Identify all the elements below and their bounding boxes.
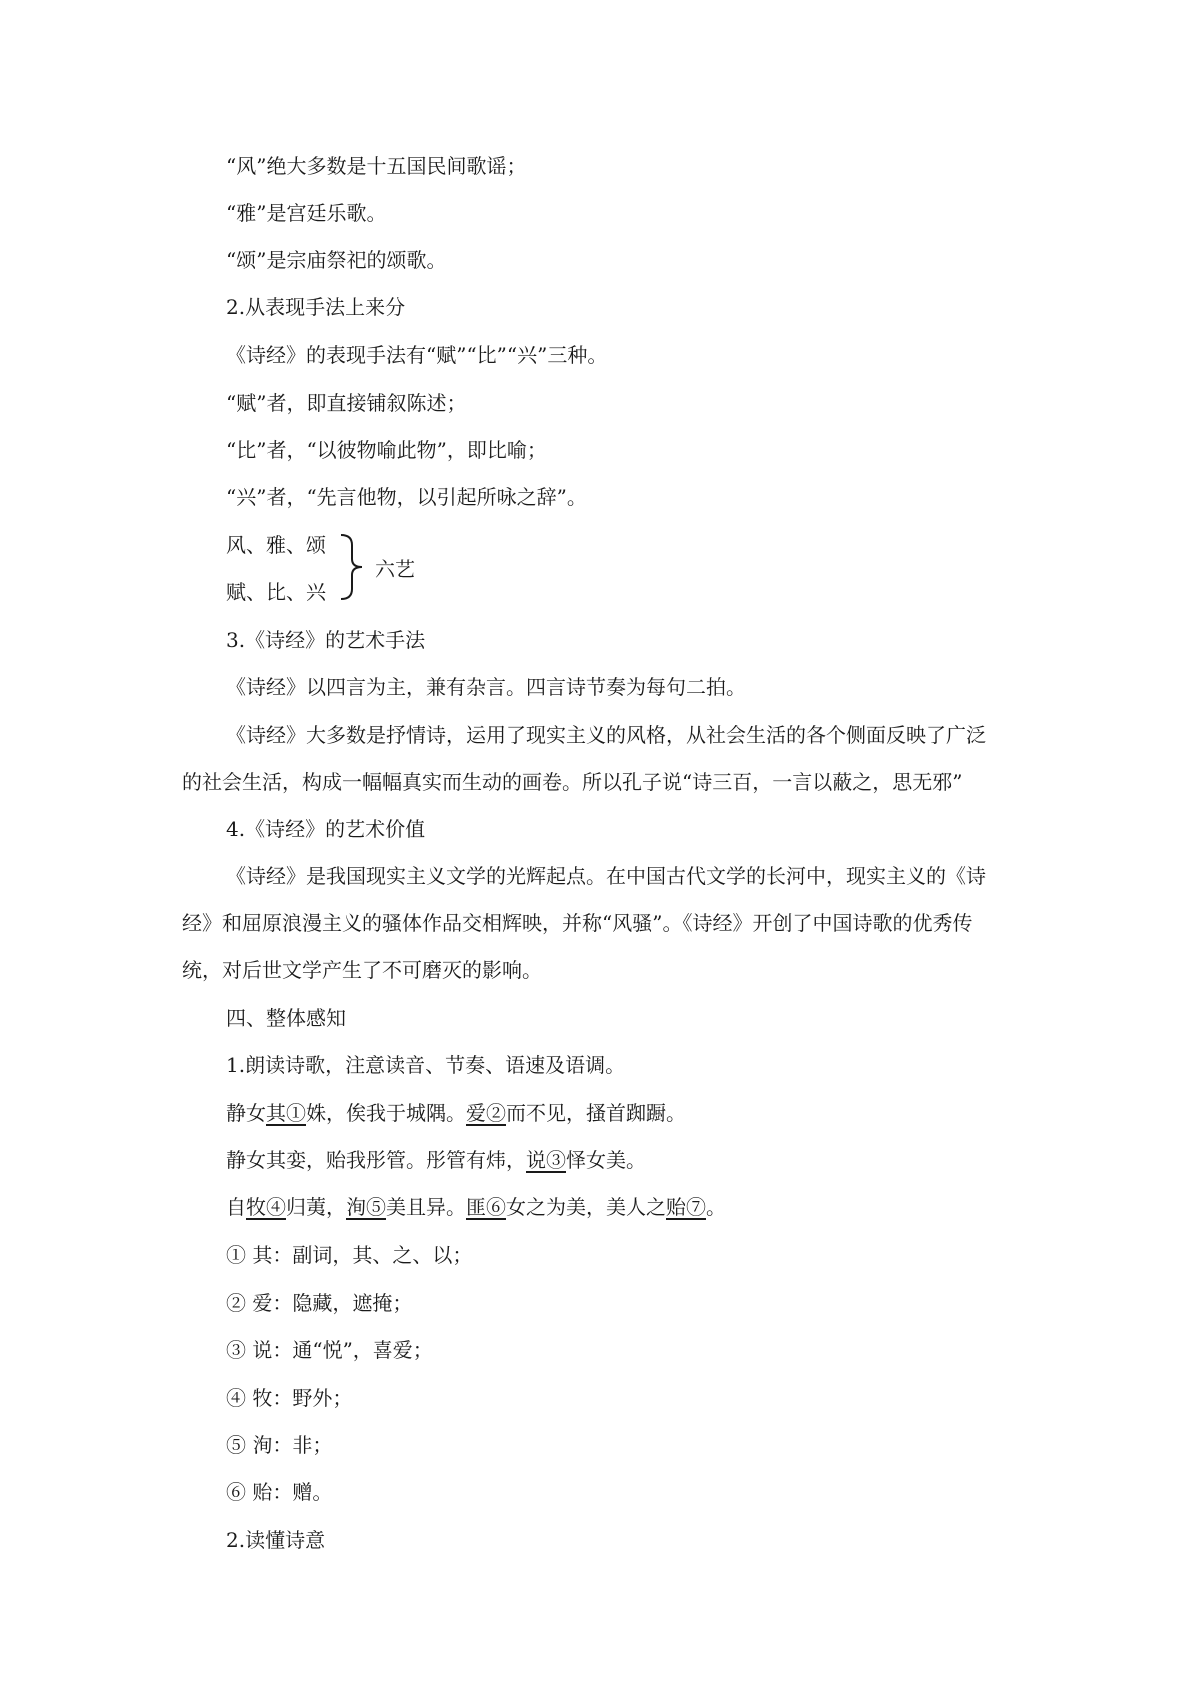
liuyi-row-2: 赋、比、兴 (226, 580, 326, 604)
poem-annotated-word: 贻⑦ (666, 1195, 706, 1219)
text-value-line1: 《诗经》是我国现实主义文学的光辉起点。在中国古代文学的长河中，现实主义的《诗 (226, 864, 986, 888)
poem-annotated-word: 其① (266, 1101, 306, 1125)
poem-text: 静女 (226, 1101, 266, 1125)
poem-annotated-word: 说③ (526, 1148, 566, 1172)
note-2: ② 爱：隐藏，遮掩； (226, 1291, 413, 1315)
poem-text: 自 (226, 1195, 246, 1219)
heading-understand-poem: 2.读懂诗意 (226, 1528, 326, 1552)
poem-annotated-word: 牧④ (246, 1195, 286, 1219)
text-value-line2: 经》和屈原浪漫主义的骚体作品交相辉映，并称“风骚”。《诗经》开创了中国诗歌的优秀传 (182, 911, 973, 935)
poem-annotated-word: 爱② (466, 1101, 506, 1125)
heading-section-4: 四、整体感知 (226, 1006, 346, 1030)
text-read-instruction: 1.朗读诗歌，注意读音、节奏、语速及语调。 (226, 1053, 626, 1077)
poem-line-2 (226, 1146, 646, 1174)
text-art-p2-line1: 《诗经》大多数是抒情诗，运用了现实主义的风格，从社会生活的各个侧面反映了广泛 (226, 723, 986, 747)
liuyi-row-1: 风、雅、颂 (226, 533, 326, 557)
heading-art-value: 4.《诗经》的艺术价值 (226, 817, 426, 841)
text-song: “颂”是宗庙祭祀的颂歌。 (226, 248, 447, 272)
poem-line-3 (226, 1193, 726, 1221)
note-1: ① 其：副词，其、之、以； (226, 1243, 473, 1267)
text-value-line3: 统，对后世文学产生了不可磨灭的影响。 (182, 958, 542, 982)
poem-text: 美且异。 (386, 1195, 466, 1219)
poem-text: 归荑， (286, 1195, 346, 1219)
text-techniques: 《诗经》的表现手法有“赋”“比”“兴”三种。 (226, 343, 608, 367)
poem-text: 静女其娈，贻我彤管。彤管有炜， (226, 1148, 526, 1172)
poem-annotated-word: 洵⑤ (346, 1195, 386, 1219)
heading-techniques: 2.从表现手法上来分 (226, 295, 406, 319)
note-5: ⑤ 洵：非； (226, 1433, 333, 1457)
text-fu: “赋”者，即直接铺叙陈述； (226, 391, 467, 415)
text-ya: “雅”是宫廷乐歌。 (226, 201, 387, 225)
text-art-p1: 《诗经》以四言为主，兼有杂言。四言诗节奏为每句二拍。 (226, 675, 746, 699)
poem-annotated-word: 匪⑥ (466, 1195, 506, 1219)
poem-text: 怿女美。 (566, 1148, 646, 1172)
text-feng: “风”绝大多数是十五国民间歌谣； (226, 154, 527, 178)
poem-text: 而不见，搔首踟蹰。 (506, 1101, 686, 1125)
text-art-p2 (182, 721, 1020, 796)
poem-text: 姝，俟我于城隅。 (306, 1101, 466, 1125)
liuyi-label: 六艺 (375, 557, 415, 581)
note-4: ④ 牧：野外； (226, 1386, 353, 1410)
text-bi: “比”者，“以彼物喻此物”，即比喻； (226, 438, 547, 462)
note-3: ③ 说：通“悦”，喜爱； (226, 1338, 433, 1362)
text-xing: “兴”者，“先言他物，以引起所咏之辞”。 (226, 485, 587, 509)
poem-line-1 (226, 1099, 686, 1127)
right-brace-icon (338, 533, 368, 601)
poem-text: 。 (706, 1195, 726, 1219)
heading-art-methods: 3.《诗经》的艺术手法 (226, 628, 426, 652)
poem-text: 女之为美，美人之 (506, 1195, 666, 1219)
note-6: ⑥ 贻：赠。 (226, 1480, 333, 1504)
text-art-p2-line2: 的社会生活，构成一幅幅真实而生动的画卷。所以孔子说“诗三百，一言以蔽之，思无邪” (182, 770, 963, 794)
text-art-value (182, 862, 1020, 984)
